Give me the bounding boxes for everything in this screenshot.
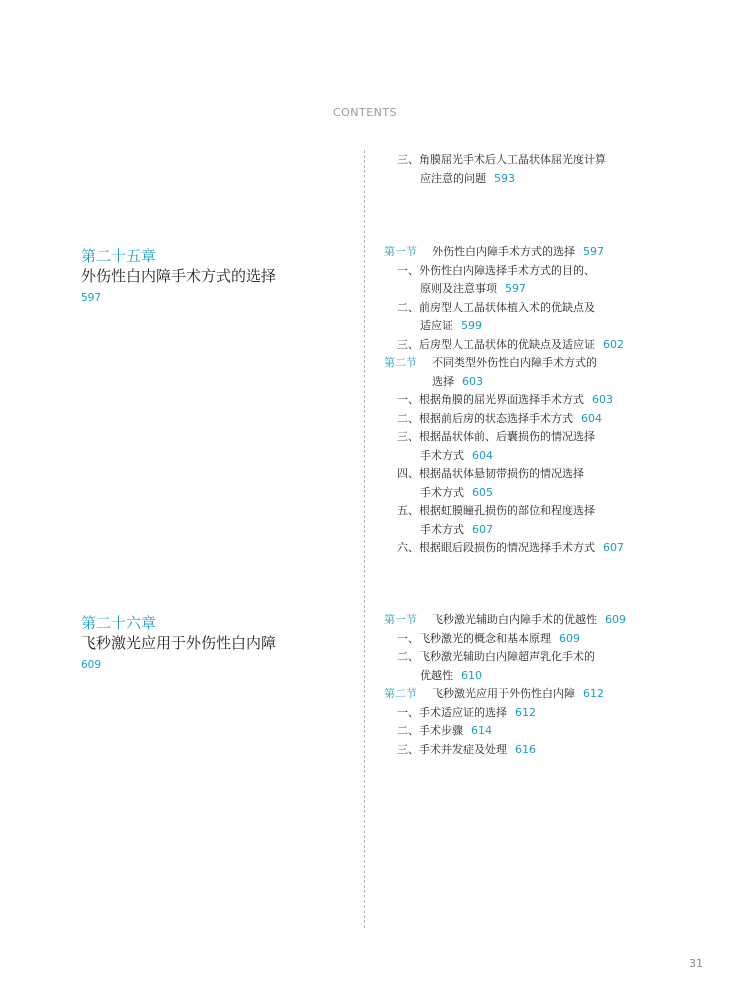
toc-item-continuation[interactable]: 适应证 599 [420, 319, 482, 332]
section-entry[interactable]: 第二节 飞秒激光应用于外伤性白内障 612 [384, 687, 604, 700]
toc-item[interactable]: 三、后房型人工晶状体的优缺点及适应证 602 [397, 337, 624, 351]
chapter-26-heading [81, 613, 351, 671]
section-entry[interactable]: 第二节 不同类型外伤性白内障手术方式的 [384, 356, 597, 369]
toc-item[interactable]: 一、飞秒激光的概念和基本原理 609 [397, 631, 580, 645]
section-entry-continuation[interactable]: 选择 603 [432, 374, 483, 388]
toc-continuation-block [384, 151, 714, 188]
toc-item[interactable]: 二、前房型人工晶状体植入术的优缺点及 [397, 300, 595, 314]
toc-item-continuation[interactable]: 手术方式 604 [420, 448, 493, 462]
toc-item-continuation[interactable]: 手术方式 605 [420, 485, 493, 499]
column-divider [364, 150, 365, 928]
chapter-page: 609 [81, 659, 102, 671]
toc-item[interactable]: 一、手术适应证的选择 612 [397, 705, 536, 719]
toc-item[interactable]: 一、根据角膜的屈光界面选择手术方式 603 [397, 393, 613, 406]
toc-item-continuation[interactable]: 优越性 610 [420, 668, 482, 682]
toc-item[interactable]: 四、根据晶状体悬韧带损伤的情况选择 [397, 467, 584, 480]
toc-item[interactable]: 二、手术步骤 614 [397, 724, 492, 737]
toc-item[interactable]: 三、手术并发症及处理 616 [397, 742, 536, 756]
toc-item[interactable]: 三、根据晶状体前、后囊损伤的情况选择 [397, 430, 595, 443]
contents-header: CONTENTS [332, 106, 398, 119]
chapter-25-toc [384, 243, 714, 558]
toc-item[interactable]: 二、根据前后房的状态选择手术方式 604 [397, 411, 602, 425]
toc-item[interactable]: 三、角膜屈光手术后人工晶状体屈光度计算 [397, 153, 606, 166]
toc-item[interactable]: 六、根据眼后段损伤的情况选择手术方式 607 [397, 541, 624, 554]
chapter-25-heading [81, 246, 351, 304]
toc-item[interactable]: 五、根据虹膜瞳孔损伤的部位和程度选择 [397, 504, 595, 517]
chapter-26-toc [384, 611, 714, 759]
chapter-label: 第二十六章 [81, 614, 157, 632]
chapter-title[interactable]: 飞秒激光应用于外伤性白内障 [81, 634, 277, 652]
chapter-page: 597 [81, 292, 102, 304]
toc-item-continuation[interactable]: 应注意的问题 593 [420, 171, 515, 185]
toc-item-page: 593 [494, 171, 515, 185]
toc-item[interactable]: 一、外伤性白内障选择手术方式的目的、 [397, 263, 595, 277]
chapter-label: 第二十五章 [81, 247, 157, 265]
toc-item-continuation[interactable]: 原则及注意事项 597 [420, 282, 526, 295]
section-entry[interactable]: 第一节 外伤性白内障手术方式的选择 597 [384, 245, 604, 258]
toc-item[interactable]: 二、飞秒激光辅助白内障超声乳化手术的 [397, 650, 595, 663]
section-entry[interactable]: 第一节 飞秒激光辅助白内障手术的优越性 609 [384, 613, 626, 626]
page-number: 31 [689, 957, 703, 970]
toc-item-continuation[interactable]: 手术方式 607 [420, 522, 493, 536]
chapter-title[interactable]: 外伤性白内障手术方式的选择 [81, 267, 277, 285]
